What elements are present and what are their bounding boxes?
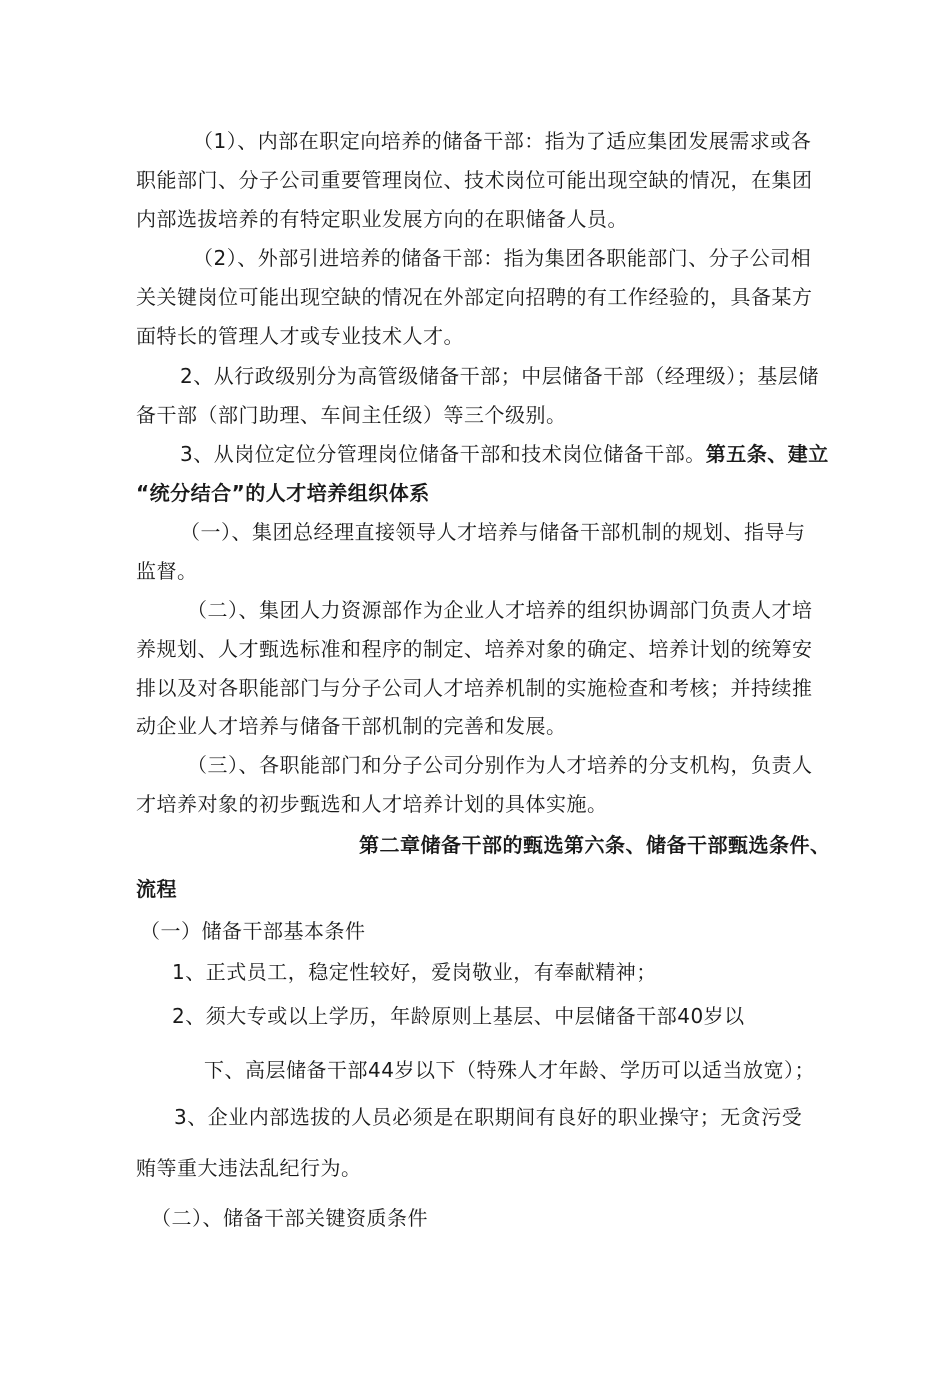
- paragraph-3-line-1: 2、从行政级别分为高管级储备干部；中层储备干部（经理级）；基层储: [180, 364, 819, 388]
- chapter-2-heading: 第二章储备干部的甄选第六条、储备干部甄选条件、: [359, 833, 831, 857]
- section-2-heading: （二）、储备干部关键资质条件: [151, 1206, 428, 1230]
- paragraph-1-line-3: 内部选拔培养的有特定职业发展方向的在职储备人员。: [136, 207, 628, 231]
- paragraph-6-line-3: 排以及对各职能部门与分子公司人才培养机制的实施检查和考核；并持续推: [136, 676, 813, 700]
- chapter-2-heading-cont: 流程: [136, 877, 177, 901]
- paragraph-1-line-1: （1）、内部在职定向培养的储备干部：指为了适应集团发展需求或各: [193, 129, 812, 153]
- paragraph-6-line-2: 养规划、人才甄选标准和程序的制定、培养对象的确定、培养计划的统筹安: [136, 637, 813, 661]
- paragraph-3-line-2: 备干部（部门助理、车间主任级）等三个级别。: [136, 403, 567, 427]
- paragraph-2-line-3: 面特长的管理人才或专业技术人才。: [136, 324, 464, 348]
- paragraph-2-line-1: （2）、外部引进培养的储备干部：指为集团各职能部门、分子公司相: [193, 246, 812, 270]
- paragraph-6-line-1: （二）、集团人力资源部作为企业人才培养的组织协调部门负责人才培: [187, 598, 813, 622]
- paragraph-6-line-4: 动企业人才培养与储备干部机制的完善和发展。: [136, 714, 567, 738]
- paragraph-7-line-2: 才培养对象的初步甄选和人才培养计划的具体实施。: [136, 792, 608, 816]
- condition-item-2-line-2: 下、高层储备干部44岁以下（特殊人才年龄、学历可以适当放宽）；: [204, 1058, 815, 1082]
- paragraph-4-line-1: [180, 441, 829, 467]
- article-5-heading-end: “统分结合”的人才培养组织体系: [136, 481, 430, 505]
- condition-item-3-line-1: 3、企业内部选拔的人员必须是在职期间有良好的职业操守；无贪污受: [174, 1105, 803, 1129]
- condition-item-3-line-2: 贿等重大违法乱纪行为。: [136, 1156, 362, 1180]
- condition-item-1: 1、正式员工，稳定性较好，爱岗敬业，有奉献精神；: [172, 960, 657, 984]
- paragraph-7-line-1: （三）、各职能部门和分子公司分别作为人才培养的分支机构，负责人: [187, 753, 813, 777]
- paragraph-1-line-2: 职能部门、分子公司重要管理岗位、技术岗位可能出现空缺的情况，在集团: [136, 168, 813, 192]
- paragraph-5-line-1: （一）、集团总经理直接领导人才培养与储备干部机制的规划、指导与: [180, 520, 806, 544]
- paragraph-2-line-2: 关关键岗位可能出现空缺的情况在外部定向招聘的有工作经验的，具备某方: [136, 285, 813, 309]
- paragraph-4-text: 3、从岗位定位分管理岗位储备干部和技术岗位储备干部。: [180, 442, 706, 466]
- section-1-heading: （一）储备干部基本条件: [140, 919, 366, 943]
- article-5-heading-start: 第五条、建立: [705, 442, 829, 466]
- condition-item-2-line-1: 2、须大专或以上学历，年龄原则上基层、中层储备干部40岁以: [172, 1004, 745, 1028]
- paragraph-5-line-2: 监督。: [136, 559, 198, 583]
